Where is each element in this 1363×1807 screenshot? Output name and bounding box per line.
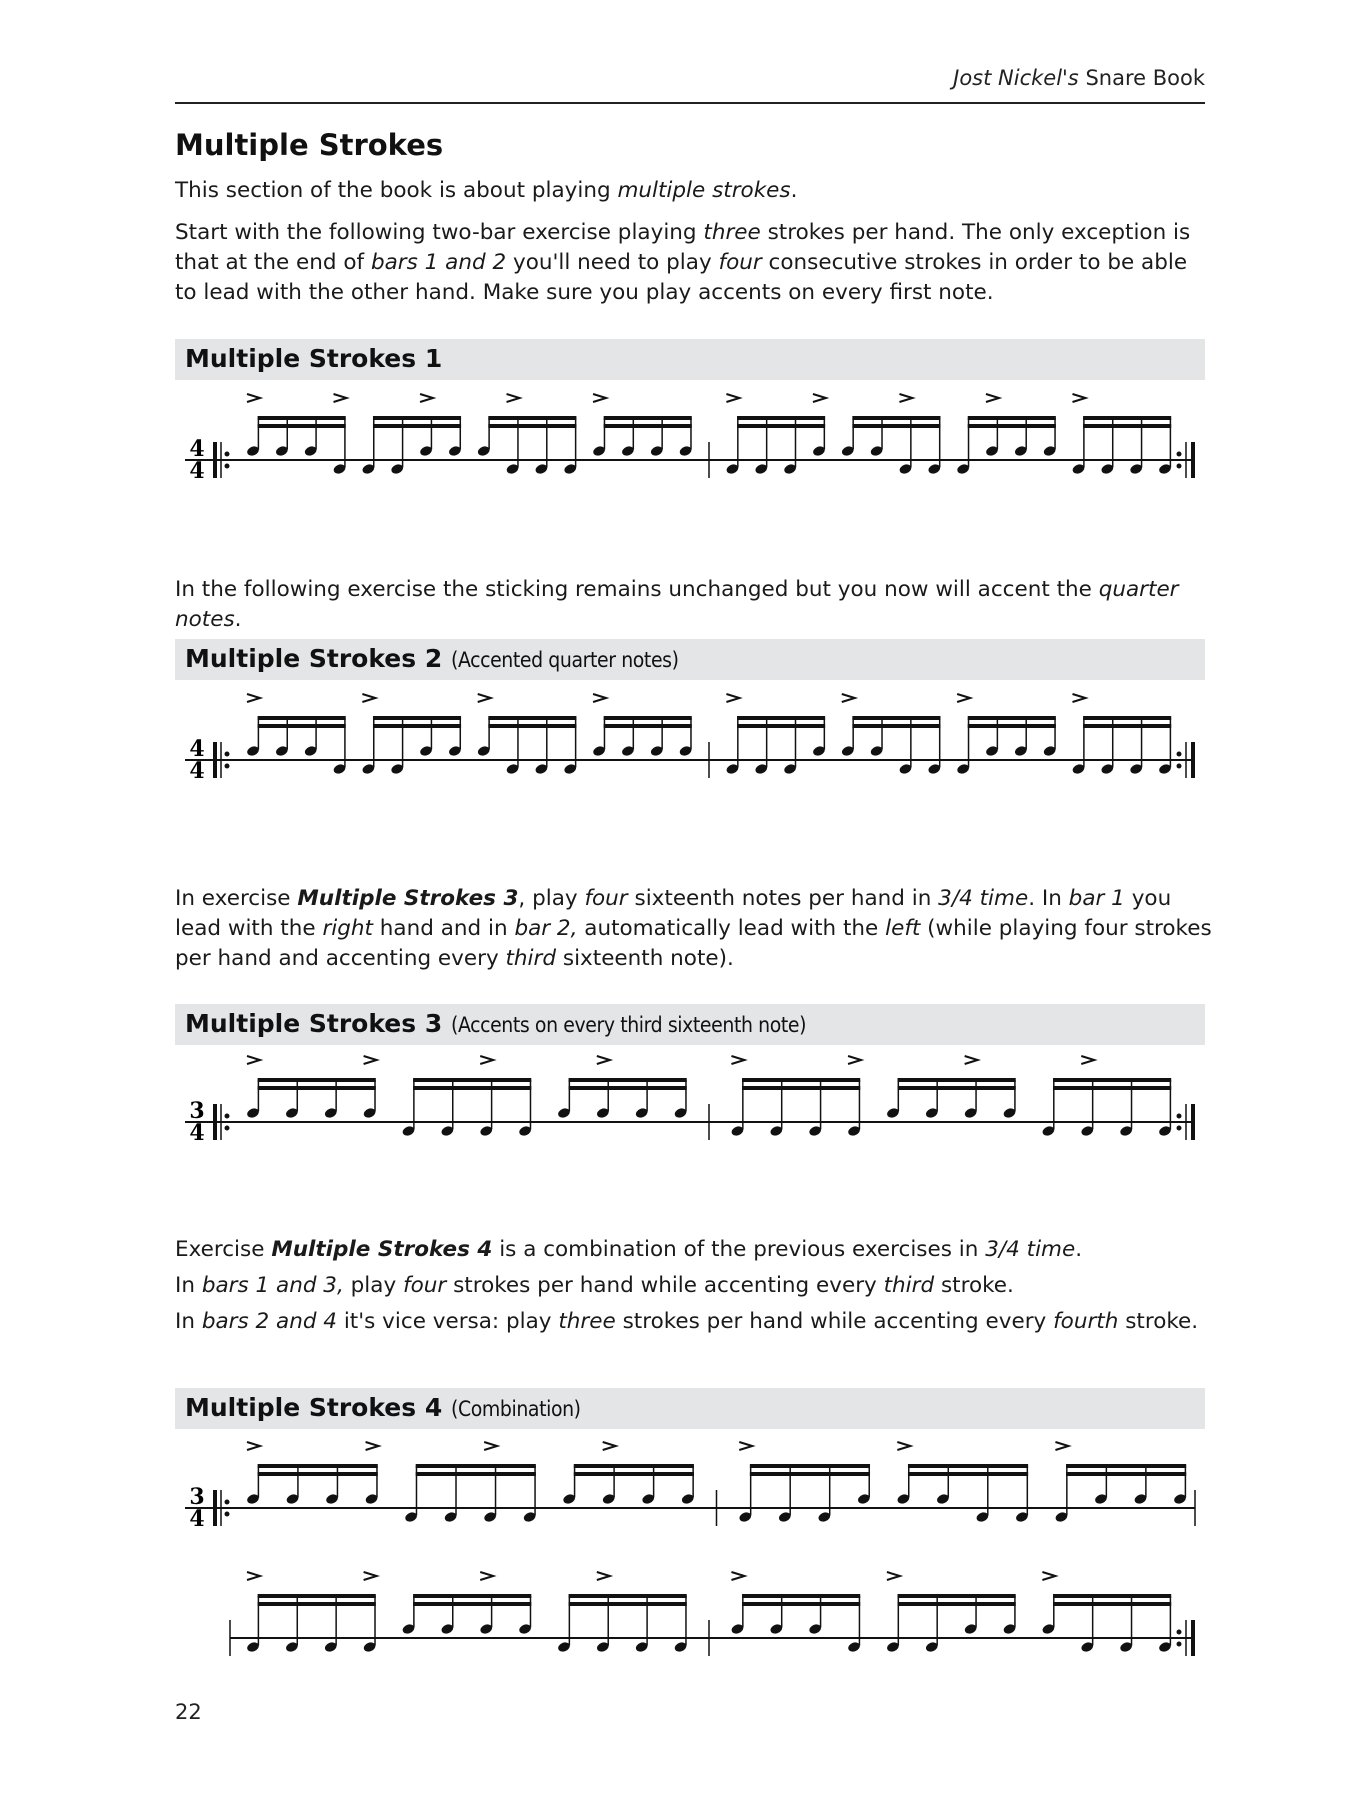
accent-mark — [484, 1442, 497, 1450]
exercise-2-title: Multiple Strokes 2 (Accented quarter notes) — [185, 644, 679, 673]
accent-mark — [247, 394, 260, 402]
accent-mark — [965, 1056, 978, 1064]
paragraph-before-exercise-3: In exercise Multiple Strokes 3, play four sixteenth notes per hand in 3/4 time. In bar 1 you lead with the right hand and in bar 2, automatically lead with the left (while playing four strokes per hand and accenting every third sixteenth note). — [175, 886, 1212, 971]
repeat-start-thick-bar — [213, 1104, 217, 1140]
accent-mark — [739, 1442, 752, 1450]
accent-mark — [731, 1572, 744, 1580]
repeat-dot — [225, 1114, 230, 1119]
accent-mark — [726, 694, 739, 702]
accent-mark — [726, 394, 739, 402]
accent-mark — [1055, 1442, 1068, 1450]
page-number: 22 — [175, 1700, 202, 1724]
exercise-2-title-bar — [175, 639, 1205, 680]
repeat-dot — [1177, 764, 1182, 769]
exercise-1-title: Multiple Strokes 1 — [185, 344, 443, 373]
repeat-dot — [225, 1512, 230, 1517]
accent-mark — [899, 394, 912, 402]
accent-mark — [593, 394, 606, 402]
repeat-end-thick-bar — [1191, 1104, 1195, 1140]
paragraph-before-exercise-2: In the following exercise the sticking remains unchanged but you now will accent the quarter notes. — [175, 577, 1179, 632]
accent-mark — [1081, 1056, 1094, 1064]
accent-mark — [364, 1056, 377, 1064]
repeat-dot — [1177, 452, 1182, 457]
time-signature-numerator: 4 — [189, 436, 205, 462]
accent-mark — [420, 394, 433, 402]
accent-mark — [603, 1442, 616, 1450]
paragraph-before-exercise-4-line-3: In bars 2 and 4 it's vice versa: play three strokes per hand while accenting every fourth stroke. — [175, 1309, 1199, 1334]
accent-mark — [334, 394, 347, 402]
header-author: Jost Nickel's — [953, 66, 1079, 90]
accent-mark — [366, 1442, 379, 1450]
accent-mark — [731, 1056, 744, 1064]
repeat-dot — [1177, 1126, 1182, 1131]
time-signature-numerator: 4 — [189, 736, 205, 762]
accent-mark — [478, 694, 491, 702]
repeat-end-thick-bar — [1191, 742, 1195, 778]
exercise-2-subtitle: (Accented quarter notes) — [450, 648, 679, 672]
accent-mark — [247, 1442, 260, 1450]
intro-paragraph-1: This section of the book is about playing multiple strokes. — [175, 178, 798, 203]
exercise-1-title-bar — [175, 339, 1205, 380]
accent-mark — [247, 694, 260, 702]
accent-mark — [1072, 394, 1085, 402]
accent-mark — [507, 394, 520, 402]
repeat-dot — [1177, 752, 1182, 757]
exercise-3-subtitle: (Accents on every third sixteenth note) — [450, 1013, 807, 1037]
running-header — [175, 62, 1205, 104]
accent-mark — [887, 1572, 900, 1580]
accent-mark — [848, 1056, 861, 1064]
header-book-title: Snare Book — [1085, 66, 1205, 90]
exercise-3-notation — [175, 1050, 1215, 1180]
accent-mark — [480, 1056, 493, 1064]
time-signature-denominator: 4 — [189, 1506, 205, 1532]
accent-mark — [480, 1572, 493, 1580]
repeat-dot — [1177, 1642, 1182, 1647]
exercise-3-title: Multiple Strokes 3 (Accents on every third sixteenth note) — [185, 1009, 807, 1038]
time-signature-numerator: 3 — [189, 1484, 205, 1510]
paragraph-before-exercise-4-line-1: Exercise Multiple Strokes 4 is a combination of the previous exercises in 3/4 time. — [175, 1237, 1083, 1262]
intro-paragraph-2: Start with the following two-bar exercise playing three strokes per hand. The only exception is that at the end of bars 1 and 2 you'll need to play four consecutive strokes in order to be able to lead with the other hand. Make sure you play accents on every first note. — [175, 220, 1191, 305]
exercise-4-subtitle: (Combination) — [450, 1397, 581, 1421]
repeat-dot — [225, 452, 230, 457]
accent-mark — [813, 394, 826, 402]
repeat-dot — [1177, 1114, 1182, 1119]
section-title: Multiple Strokes — [175, 128, 444, 162]
repeat-end-thick-bar — [1191, 442, 1195, 478]
accent-mark — [362, 694, 375, 702]
exercise-4-title: Multiple Strokes 4 (Combination) — [185, 1393, 581, 1422]
repeat-start-thick-bar — [213, 1490, 217, 1526]
accent-mark — [597, 1572, 610, 1580]
exercise-4-notation — [175, 1436, 1215, 1566]
accent-mark — [364, 1572, 377, 1580]
accent-mark — [593, 694, 606, 702]
repeat-start-thick-bar — [213, 442, 217, 478]
exercise-4-title-bar — [175, 1388, 1205, 1429]
time-signature-denominator: 4 — [189, 458, 205, 484]
repeat-dot — [225, 464, 230, 469]
repeat-dot — [225, 764, 230, 769]
accent-mark — [597, 1056, 610, 1064]
accent-mark — [842, 694, 855, 702]
accent-mark — [247, 1056, 260, 1064]
time-signature-denominator: 4 — [189, 1120, 205, 1146]
accent-mark — [986, 394, 999, 402]
paragraph-before-exercise-4-line-2: In bars 1 and 3, play four strokes per hand while accenting every third stroke. — [175, 1273, 1014, 1298]
accent-mark — [897, 1442, 910, 1450]
repeat-dot — [225, 1500, 230, 1505]
accent-mark — [247, 1572, 260, 1580]
exercise-3-title-bar — [175, 1004, 1205, 1045]
time-signature-numerator: 3 — [189, 1098, 205, 1124]
repeat-end-thick-bar — [1191, 1620, 1195, 1656]
repeat-dot — [225, 1126, 230, 1131]
accent-mark — [1042, 1572, 1055, 1580]
exercise-2-notation — [175, 688, 1215, 818]
time-signature-denominator: 4 — [189, 758, 205, 784]
repeat-dot — [1177, 1630, 1182, 1635]
running-header-text — [953, 66, 1205, 90]
accent-mark — [1072, 694, 1085, 702]
repeat-dot — [225, 752, 230, 757]
repeat-dot — [1177, 464, 1182, 469]
exercise-1-notation — [175, 388, 1215, 518]
accent-mark — [957, 694, 970, 702]
repeat-start-thick-bar — [213, 742, 217, 778]
